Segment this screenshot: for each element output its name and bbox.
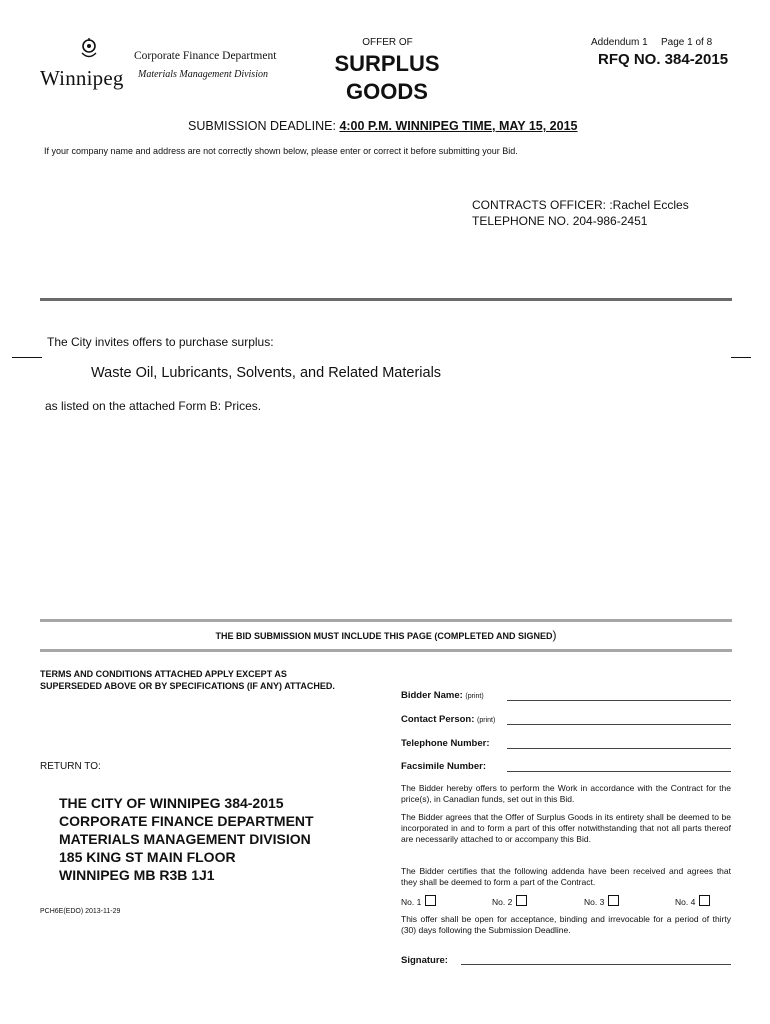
terms-line-2: SUPERSEDED ABOVE OR BY SPECIFICATIONS (IF ANY) ATTACHED.	[40, 681, 335, 691]
return-address	[59, 794, 314, 884]
field-hint: (print)	[477, 717, 496, 724]
materials-heading: Waste Oil, Lubricants, Solvents, and Related Materials	[91, 365, 442, 381]
addendum-label: No. 1	[401, 897, 422, 907]
addendum-2-item	[492, 895, 527, 907]
addendum-label: No. 2	[492, 897, 513, 907]
city-logo	[40, 36, 130, 94]
contact-person-label: Contact Person: (print)	[401, 714, 496, 725]
margin-mark-right	[731, 357, 751, 358]
address-line: WINNIPEG MB R3B 1J1	[59, 867, 215, 883]
field-label: Contact Person	[401, 714, 472, 725]
signature-label: Signature:	[401, 955, 448, 966]
document-title	[322, 50, 452, 106]
offer-of-label: OFFER OF	[362, 37, 413, 48]
divider	[40, 298, 732, 301]
deadline-label: SUBMISSION DEADLINE:	[188, 119, 336, 133]
title-line-2: GOODS	[346, 79, 428, 104]
facsimile-number-label: Facsimile Number:	[401, 761, 487, 772]
validity-paragraph: This offer shall be open for acceptance, binding and irrevocable for a period of thirty (30) days following the Submission Deadline.	[401, 914, 731, 935]
offer-paragraph: The Bidder hereby offers to perform the Work in accordance with the Contract for the price(s), in Canadian funds, set out in this Bid.	[401, 783, 731, 804]
address-line: MATERIALS MANAGEMENT DIVISION	[59, 831, 311, 847]
divider	[40, 649, 732, 652]
contact-person-field[interactable]	[507, 724, 731, 725]
signature-field[interactable]	[461, 964, 731, 965]
address-line: THE CITY OF WINNIPEG 384-2015	[59, 795, 284, 811]
form-code: PCH6E(EDO) 2013-11-29	[40, 908, 121, 915]
addendum-label: No. 4	[675, 897, 696, 907]
field-label: Telephone Number	[401, 738, 487, 749]
listed-text: as listed on the attached Form B: Prices.	[45, 399, 262, 413]
page-number: Page 1 of 8	[661, 37, 713, 48]
telephone-number-field[interactable]	[507, 748, 731, 749]
addendum-4-item	[675, 895, 710, 907]
contracts-officer-block	[472, 197, 689, 229]
address-line: 185 KING ST MAIN FLOOR	[59, 849, 236, 865]
facsimile-number-field[interactable]	[507, 771, 731, 772]
department-name: Corporate Finance Department	[134, 50, 277, 62]
officer-telephone: TELEPHONE NO. 204-986-2451	[472, 214, 648, 228]
submission-deadline	[188, 119, 578, 133]
addendum-label: Addendum 1	[591, 37, 648, 48]
field-label: Facsimile Number	[401, 761, 483, 772]
bid-submission-banner	[40, 628, 732, 642]
addendum-1-item	[401, 895, 436, 907]
bid-banner-text: THE BID SUBMISSION MUST INCLUDE THIS PAGE (COMPLETED AND SIGNED	[215, 631, 553, 641]
address-note: If your company name and address are not correctly shown below, please enter or correct it before submitting your Bid.	[44, 146, 518, 156]
margin-mark-left	[12, 357, 42, 358]
rfq-number: RFQ NO. 384-2015	[598, 51, 729, 68]
division-name: Materials Management Division	[138, 69, 268, 80]
incorporation-paragraph: The Bidder agrees that the Offer of Surplus Goods in its entirety shall be deemed to be incorporated in and to form a part of this offer notwithstanding that not all parts thereof are necessarily attached to or accompany this Bid.	[401, 812, 731, 844]
bidder-name-field[interactable]	[507, 700, 731, 701]
bid-banner-paren: )	[552, 628, 557, 642]
logo-wordmark: Winnipeg	[40, 66, 124, 90]
addenda-paragraph: The Bidder certifies that the following addenda have been received and agrees that they shall be deemed to form a part of the Contract.	[401, 866, 731, 887]
terms-line-1: TERMS AND CONDITIONS ATTACHED APPLY EXCEPT AS	[40, 669, 287, 679]
addendum-3-item	[584, 895, 619, 907]
return-to-label: RETURN TO:	[40, 761, 101, 772]
address-line: CORPORATE FINANCE DEPARTMENT	[59, 813, 314, 829]
title-line-1: SURPLUS	[334, 51, 440, 76]
city-emblem-icon	[78, 36, 100, 64]
telephone-number-label: Telephone Number:	[401, 738, 490, 749]
bidder-name-label: Bidder Name: (print)	[401, 690, 484, 701]
contracts-officer: CONTRACTS OFFICER: :Rachel Eccles	[472, 198, 689, 212]
invitation-text: The City invites offers to purchase surplus:	[47, 335, 274, 349]
deadline-value: 4:00 P.M. WINNIPEG TIME, MAY 15, 2015	[339, 119, 578, 133]
addendum-3-checkbox[interactable]	[608, 895, 619, 906]
addendum-label: No. 3	[584, 897, 605, 907]
divider	[40, 619, 732, 622]
field-hint: (print)	[465, 693, 484, 700]
addendum-1-checkbox[interactable]	[425, 895, 436, 906]
addendum-4-checkbox[interactable]	[699, 895, 710, 906]
terms-notice	[40, 668, 390, 692]
addendum-2-checkbox[interactable]	[516, 895, 527, 906]
field-label: Bidder Name	[401, 690, 460, 701]
